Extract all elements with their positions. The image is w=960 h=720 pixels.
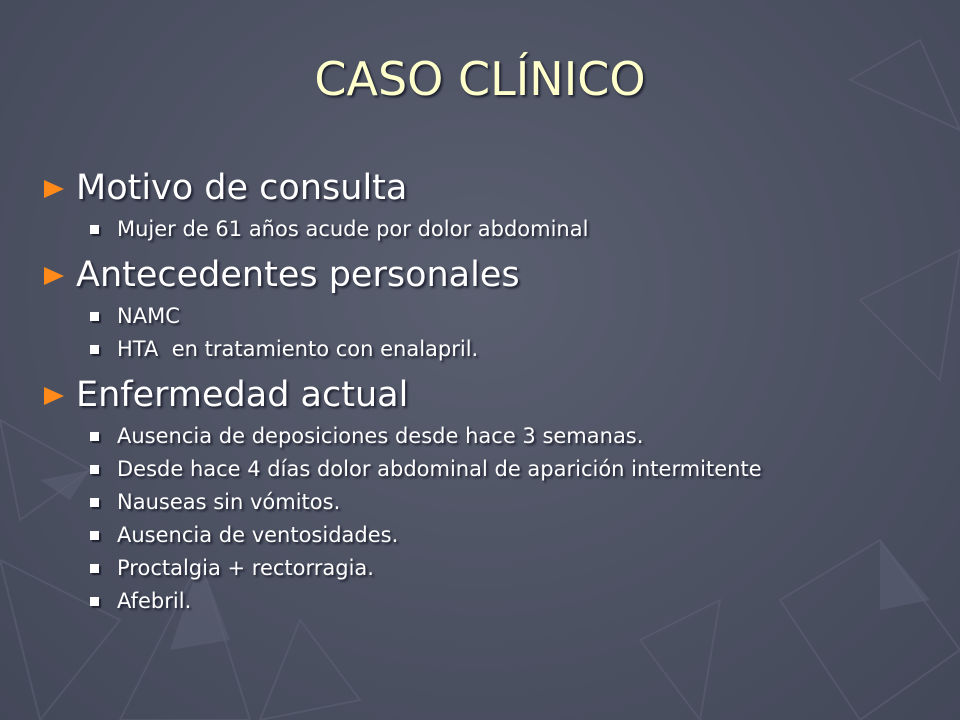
item-text: Ausencia de deposiciones desde hace 3 semanas. <box>117 424 644 448</box>
item-text: Proctalgia + rectorragia. <box>117 556 374 580</box>
square-bullet-icon <box>90 498 99 507</box>
list-item <box>90 420 944 453</box>
list-item <box>90 552 944 585</box>
square-bullet-icon <box>90 531 99 540</box>
square-bullet-icon <box>90 597 99 606</box>
item-list <box>44 213 944 246</box>
item-text: Desde hace 4 días dolor abdominal de aparición intermitente <box>117 457 762 481</box>
slide-content <box>44 165 944 624</box>
square-bullet-icon <box>90 225 99 234</box>
list-item <box>90 213 944 246</box>
square-bullet-icon <box>90 432 99 441</box>
list-item <box>90 486 944 519</box>
item-text: Afebril. <box>117 589 192 613</box>
section-enfermedad-actual <box>44 372 944 618</box>
arrow-bullet-icon <box>44 387 64 405</box>
item-list <box>44 300 944 366</box>
square-bullet-icon <box>90 345 99 354</box>
list-item <box>90 300 944 333</box>
item-text: NAMC <box>117 304 180 328</box>
list-item <box>90 333 944 366</box>
section-heading <box>44 165 944 211</box>
square-bullet-icon <box>90 465 99 474</box>
item-text: HTA en tratamiento con enalapril. <box>117 337 479 361</box>
section-motivo-consulta <box>44 165 944 246</box>
heading-text: Antecedentes personales <box>76 255 520 295</box>
arrow-bullet-icon <box>44 180 64 198</box>
section-heading <box>44 372 944 418</box>
slide-title: CASO CLÍNICO <box>314 52 646 106</box>
square-bullet-icon <box>90 312 99 321</box>
item-text: Nauseas sin vómitos. <box>117 490 341 514</box>
list-item <box>90 585 944 618</box>
list-item <box>90 519 944 552</box>
arrow-bullet-icon <box>44 267 64 285</box>
list-item <box>90 453 944 486</box>
heading-text: Motivo de consulta <box>76 168 408 208</box>
section-antecedentes-personales <box>44 252 944 366</box>
item-list <box>44 420 944 618</box>
section-heading <box>44 252 944 298</box>
item-text: Ausencia de ventosidades. <box>117 523 399 547</box>
heading-text: Enfermedad actual <box>76 375 409 415</box>
square-bullet-icon <box>90 564 99 573</box>
item-text: Mujer de 61 años acude por dolor abdominal <box>117 217 589 241</box>
